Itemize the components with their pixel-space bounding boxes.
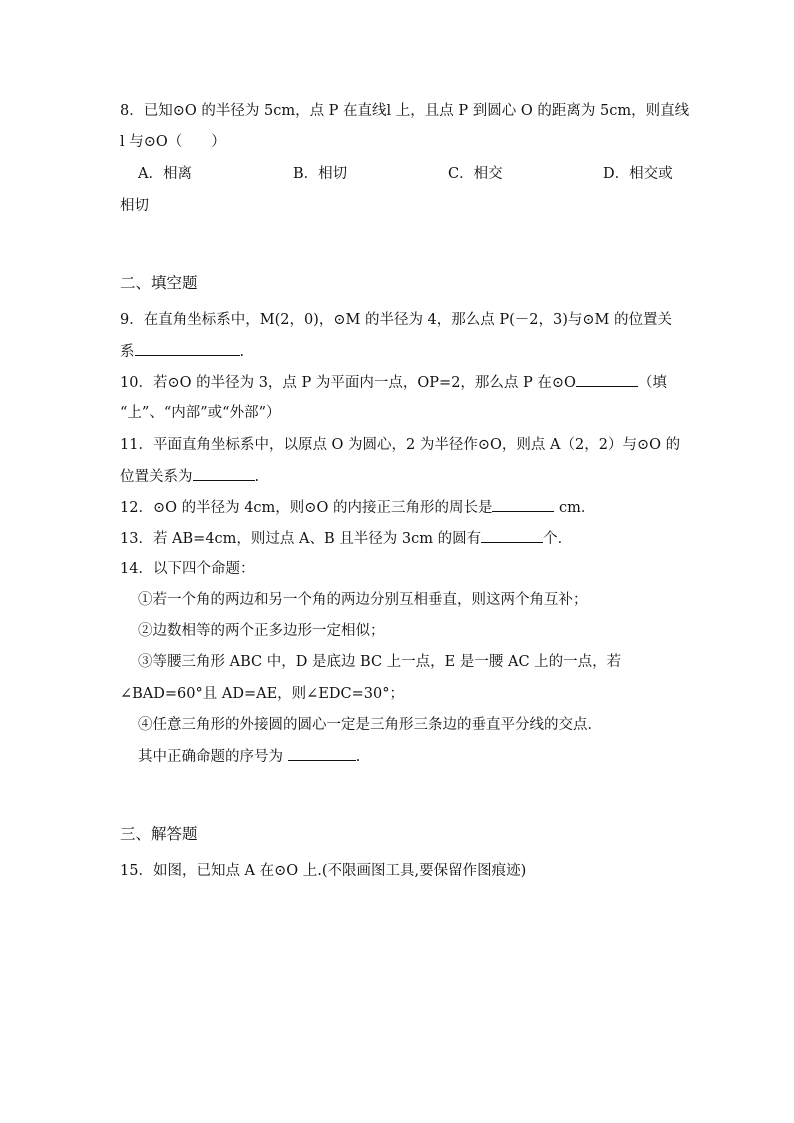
- q9-line2-post: .: [239, 344, 245, 360]
- q11-answer-blank: [193, 466, 255, 481]
- q14-proposition-4: ④任意三角形的外接圆的圆心一定是三角形三条边的垂直平分线的交点．: [138, 717, 602, 733]
- q12-pre: 12．⊙O 的半径为 4cm，则⊙O 的内接正三角形的周长是: [120, 500, 493, 516]
- q15-text: 15．如图，已知点 A 在⊙O 上.(不限画图工具,要保留作图痕迹): [120, 863, 527, 879]
- q11-line2-pre: 位置关系为: [120, 469, 193, 485]
- q14-proposition-3a: ③等腰三角形 ABC 中，D 是底边 BC 上一点，E 是一腰 AC 上的一点，若: [138, 654, 622, 670]
- q8-option-d-cont: 相切: [120, 198, 149, 214]
- q14-proposition-1: ①若一个角的两边和另一个角的两边分别互相垂直，则这两个角互补；: [138, 592, 588, 608]
- q14-intro: 14．以下四个命题：: [120, 561, 255, 577]
- q14-ask-pre: 其中正确命题的序号为: [138, 749, 288, 765]
- q14-proposition-2: ②边数相等的两个正多边形一定相似；: [138, 623, 385, 639]
- q9-line1: 9．在直角坐标系中，M(2，0)，⊙M 的半径为 4，那么点 P(－2，3)与⊙M 的位置关: [120, 312, 673, 328]
- section2-title: 二、填空题: [120, 274, 198, 292]
- q8-option-b: B．相切: [293, 166, 348, 182]
- q10-line1-pre: 10．若⊙O 的半径为 3，点 P 为平面内一点，OP=2，那么点 P 在⊙O: [120, 375, 576, 391]
- q11-line2-post: .: [254, 469, 260, 485]
- q10-line2: “上”、“内部”或“外部”）: [120, 405, 281, 421]
- q14-ask: [138, 746, 360, 767]
- q8-option-a: A．相离: [138, 166, 192, 182]
- q13-answer-blank: [481, 528, 543, 543]
- q11-line1: 11．平面直角坐标系中，以原点 O 为圆心，2 为半径作⊙O，则点 A（2，2）与⊙O 的: [120, 437, 681, 453]
- q8-option-d: D．相交或: [603, 166, 673, 182]
- q10-line1-post: （填: [637, 375, 667, 391]
- q12-line: [120, 497, 595, 518]
- q12-answer-blank: [492, 497, 554, 512]
- q13-pre: 13．若 AB=4cm，则过点 A、B 且半径为 3cm 的圆有: [120, 531, 482, 547]
- q8-option-c: C．相交: [448, 166, 503, 182]
- q13-post: 个．: [543, 531, 573, 547]
- q9-line2: [120, 341, 244, 362]
- q14-answer-blank: [288, 746, 356, 761]
- q14-proposition-3b: ∠BAD=60°且 AD=AE，则∠EDC=30°；: [120, 686, 404, 702]
- q9-line2-pre: 系: [120, 344, 135, 360]
- q10-answer-blank: [576, 372, 638, 387]
- q10-line1: [120, 372, 667, 393]
- section3-title: 三、解答题: [120, 825, 198, 843]
- q13-line: [120, 528, 572, 549]
- q11-line2: [120, 466, 259, 487]
- q12-post: cm．: [554, 500, 596, 516]
- q8-line1: 8．已知⊙O 的半径为 5cm，点 P 在直线l 上，且点 P 到圆心 O 的距离为 5cm，则直线: [120, 103, 690, 119]
- q8-line2: l 与⊙O（ ）: [120, 134, 226, 150]
- q14-ask-post: .: [355, 749, 361, 765]
- q9-answer-blank: [135, 341, 240, 356]
